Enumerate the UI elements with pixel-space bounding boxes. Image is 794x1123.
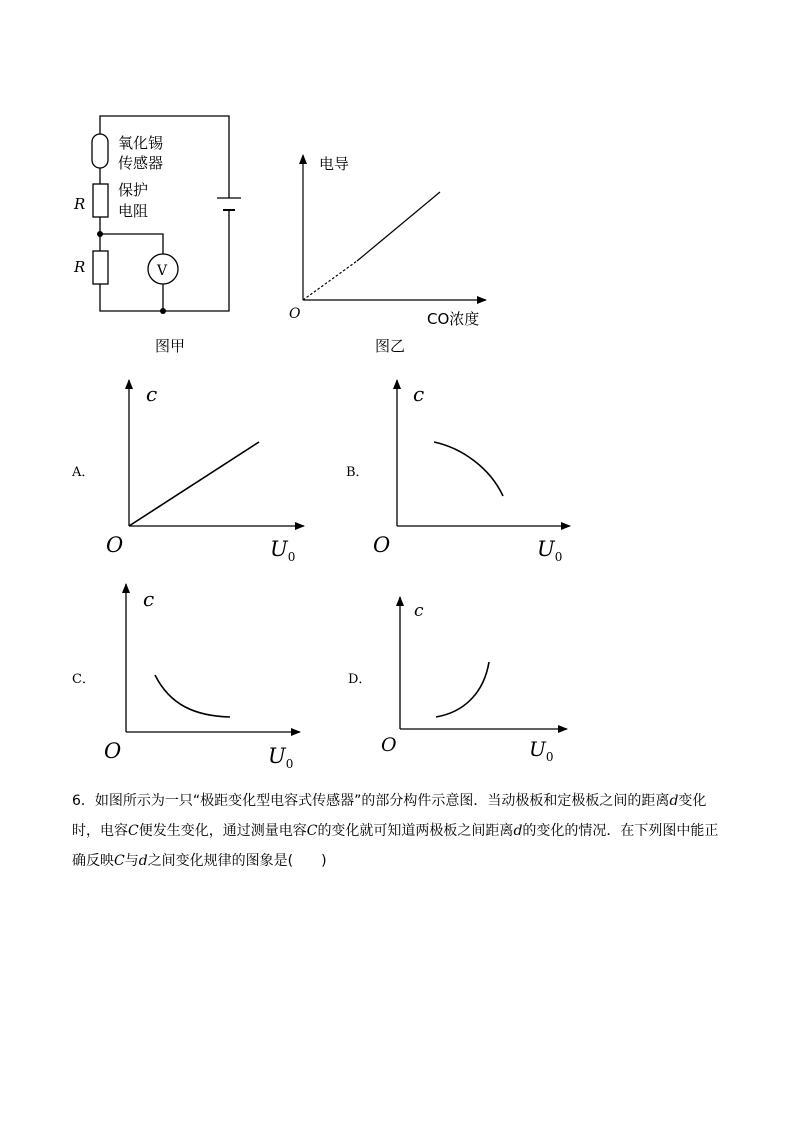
option-a-y-label: c	[146, 382, 158, 406]
protect-label-line1: 保护	[118, 181, 149, 199]
conductance-y-label: 电导	[319, 155, 350, 173]
junction-dot-bottom	[160, 308, 166, 314]
resistor-label-lower: R	[74, 258, 86, 276]
conductance-graph	[303, 155, 486, 300]
option-c-label: C．	[72, 672, 95, 687]
lower-resistor	[93, 251, 108, 284]
option-c-origin: O	[104, 739, 122, 763]
conductance-x-label: CO浓度	[427, 310, 480, 328]
option-d-graph	[400, 597, 567, 729]
option-b-origin: O	[373, 533, 391, 557]
option-c-x-label: $U_0$	[268, 744, 294, 771]
circuit-diagram	[92, 116, 241, 311]
question-6-number: 6．	[72, 793, 95, 809]
option-b-x-label: $U_0$	[537, 537, 563, 564]
protect-label-line2: 电阻	[118, 202, 149, 220]
option-b-curve	[434, 442, 503, 496]
option-d-label: D．	[348, 672, 372, 687]
option-b-label: B．	[346, 465, 369, 480]
option-a-label: A．	[72, 465, 95, 480]
option-a-x-label: $U_0$	[270, 537, 296, 564]
circuit-right-bottom-wire	[100, 210, 229, 311]
conductance-dashed-segment	[303, 261, 357, 300]
voltmeter-label: V	[157, 263, 168, 279]
option-b-y-label: c	[413, 382, 425, 406]
option-c-y-label: c	[143, 587, 155, 611]
figure-yi-caption: 图乙	[375, 337, 406, 355]
junction-dot-top	[97, 231, 103, 237]
option-d-curve	[436, 662, 489, 717]
option-c-curve	[155, 675, 230, 717]
option-d-origin: O	[381, 734, 397, 756]
resistor-label-upper: R	[74, 195, 86, 213]
sensor-label-line2: 传感器	[118, 154, 164, 172]
figure-jia-caption: 图甲	[155, 337, 186, 355]
option-d-x-label: $U_0$	[529, 737, 554, 764]
conductance-solid-line	[357, 192, 440, 261]
voltmeter-top-wire	[100, 234, 163, 254]
option-a-curve	[129, 442, 259, 526]
question-6-text: 6．如图所示为一只“极距变化型电容式传感器”的部分构件示意图．当动极板和定极板之间的距离d变化时，电容C便发生变化，通过测量电容C的变化就可知道两极板之间距离d的变化的情况．在下列图中能正确反映C与d之间变化规律的图象是( )	[72, 793, 719, 869]
protection-resistor	[93, 184, 108, 217]
tin-oxide-sensor	[92, 134, 108, 168]
option-d-y-label: c	[414, 601, 424, 621]
conductance-origin: O	[289, 306, 301, 322]
option-a-origin: O	[106, 533, 124, 557]
sensor-label-line1: 氧化锡	[118, 134, 164, 152]
